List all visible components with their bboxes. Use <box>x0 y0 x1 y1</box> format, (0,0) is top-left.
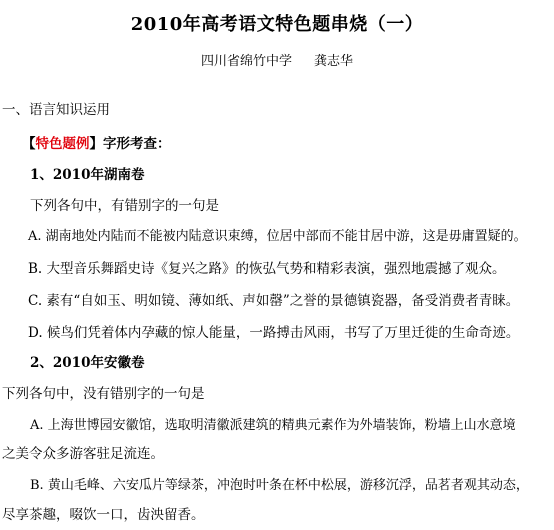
question-1-option-c: C. 素有“自如玉、明如镜、薄如纸、声如罄”之誉的景德镇瓷器，备受消费者青睐。 <box>28 293 520 309</box>
feature-label: 特色题例 <box>35 136 90 152</box>
feature-label-line <box>22 132 171 152</box>
feature-suffix: 字形考查： <box>103 136 171 152</box>
question-2-option-a-line2: 之美令众多游客驻足流连。 <box>2 446 164 462</box>
question-1-stem: 下列各句中，有错别字的一句是 <box>30 198 219 214</box>
question-2-option-a-line1: A. 上海世博园安徽馆，选取明清徽派建筑的精典元素作为外墙装饰，粉墙上山水意境 <box>30 418 516 433</box>
question-1-heading: 1、2010年湖南卷 <box>30 167 145 183</box>
document-title: 2010年高考语文特色题串烧（一） <box>130 14 424 35</box>
question-2-stem: 下列各句中，没有错别字的一句是 <box>2 386 205 402</box>
question-2-option-b-line1: B. 黄山毛峰、六安瓜片等绿茶，冲泡时叶条在杯中松展，游移沉浮，品茗者观其动态， <box>30 478 529 493</box>
author-name: 龚志华 <box>314 54 354 69</box>
section-heading: 一、语言知识运用 <box>2 102 110 118</box>
question-2-option-b-line2: 尽享茶趣，啜饮一口，齿泱留香。 <box>2 507 205 523</box>
question-1-option-a: A. 湖南地处内陆而不能被内陆意识束缚，位居中部而不能甘居中游，这是毋庸置疑的。 <box>28 229 527 244</box>
bracket-close: 】 <box>89 136 103 152</box>
author-school: 四川省绵竹中学 <box>200 54 292 69</box>
bracket-open: 【 <box>22 136 36 152</box>
question-1-option-b: B. 大型音乐舞蹈史诗《复兴之路》的恢弘气势和精彩表演，强烈地震撼了观众。 <box>28 261 506 277</box>
question-2-heading: 2、2010年安徽卷 <box>30 355 145 371</box>
question-1-option-d: D. 候鸟们凭着体内孕藏的惊人能量，一路搏击风雨，书写了万里迁徙的生命奇迹。 <box>28 325 520 341</box>
author-line <box>0 50 554 69</box>
